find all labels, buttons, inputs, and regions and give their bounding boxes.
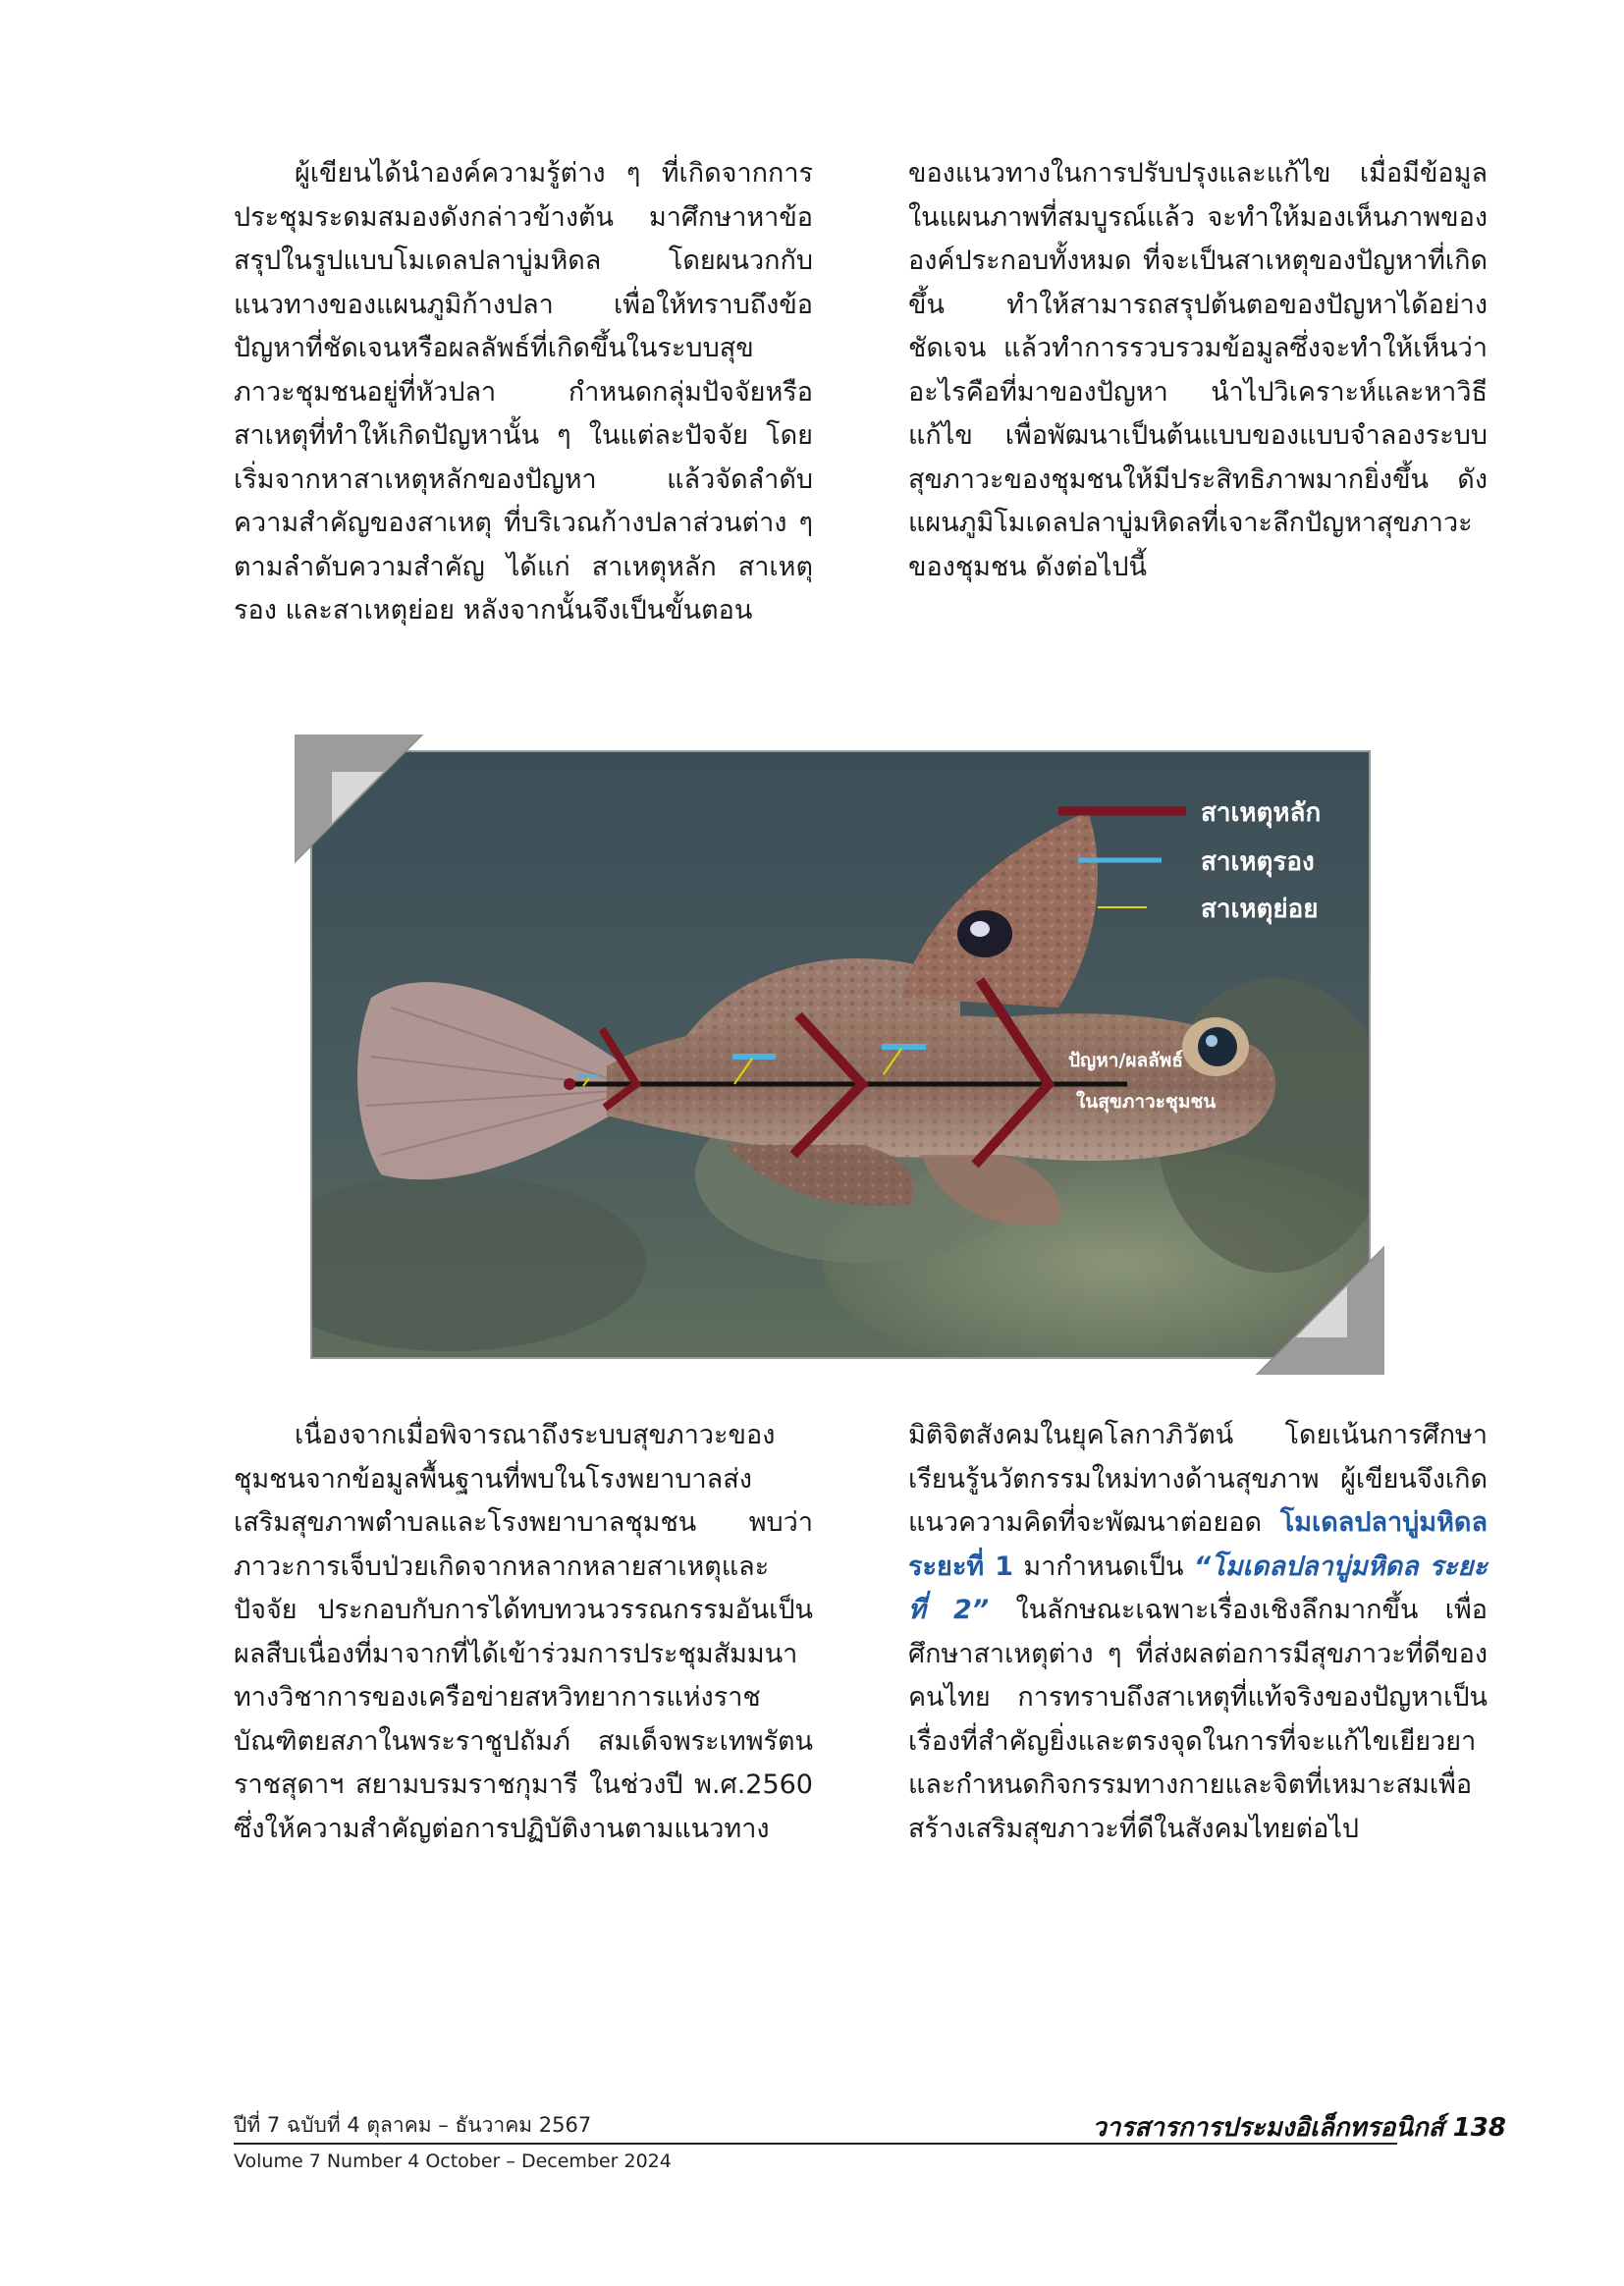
highlight-phase-1: โมเดลปลาบู่มหิดล ระยะที่ 1 xyxy=(908,1507,1488,1582)
text-run: มิติจิตสังคมในยุคโลกาภิวัตน์ โดยเน้นการศึกษาเรียนรู้นวัตกรรมใหม่ทางด้านสุขภาพ ผู้เขียนจึงเกิดแนวความคิดที่จะพัฒนาต่อยอด xyxy=(908,1420,1488,1538)
paragraph: ของแนวทางในการปรับปรุงและแก้ไข เมื่อมีข้อมูลในแผนภาพที่สมบูรณ์แล้ว จะทำให้มองเห็นภาพขององค์ประกอบทั้งหมด ที่จะเป็นสาเหตุของปัญหาที่เกิดขึ้น ทำให้สามารถสรุปต้นตอของปัญหาได้อย่างชัดเจน แล้วทำการรวบรวมข้อมูลซึ่งจะทำให้เห็นว่าอะไรคือที่มาของปัญหา นำไปวิเคราะห์และหาวิธีแก้ไข เพื่อพัฒนาเป็นต้นแบบของแบบจำลองระบบสุขภาวะของชุมชนให้มีประสิทธิภาพมากยิ่งขึ้น ดังแผนภูมิโมเดลปลาบู่มหิดลที่เจาะลึกปัญหาสุขภาวะของชุมชน ดังต่อไปนี้ xyxy=(908,158,1488,582)
highlight-phase-2: “โมเดลปลาบู่มหิดล ระยะที่ 2” xyxy=(908,1551,1489,1625)
paragraph: เนื่องจากเมื่อพิจารณาถึงระบบสุขภาวะของชุมชนจากข้อมูลพื้นฐานที่พบในโรงพยาบาลส่งเสริมสุขภาพตำบลและโรงพยาบาลชุมชน พบว่าภาวะการเจ็บป่วยเกิดจากหลากหลายสาเหตุและปัจจัย ประกอบกับการได้ทบทวนวรรณกรรมอันเป็นผลสืบเนื่องที่มาจากที่ได้เข้าร่วมการประชุมสัมมนาทางวิชาการของเครือข่ายสหวิทยาการแห่งราชบัณฑิตยสภาในพระราชูปถัมภ์ สมเด็จพระเทพรัตนราชสุดาฯ สยามบรมราชกุมารี ในช่วงปี พ.ศ.2560 ซึ่งให้ความสำคัญต่อการปฏิบัติงานตามแนวทาง xyxy=(234,1420,813,1844)
head-label-problem: ปัญหา/ผลลัพธ์ xyxy=(1068,1050,1183,1071)
text-column-3 xyxy=(234,1414,813,1851)
legend-label-minor: สาเหตุย่อย xyxy=(1201,895,1319,924)
journal-name: วารสารการประมงอิเล็กทรอนิกส์ xyxy=(1092,2113,1444,2143)
fish-illustration xyxy=(312,752,1371,1359)
footer-issue-thai: ปีที่ 7 ฉบับที่ 4 ตุลาคม – ธันวาคม 2567 xyxy=(234,2113,592,2137)
paragraph xyxy=(908,1414,1488,1851)
head-label-community: ในสุขภาวะชุมชน xyxy=(1076,1091,1217,1113)
text-column-2 xyxy=(908,152,1488,589)
footer-journal xyxy=(1092,2107,1506,2148)
corner-top-left xyxy=(295,735,432,872)
text-run: ในลักษณะเฉพาะเรื่องเชิงลึกมากขึ้น เพื่อศึกษาสาเหตุต่าง ๆ ที่ส่งผลต่อการมีสุขภาวะที่ดีของคนไทย การทราบถึงสาเหตุที่แท้จริงของปัญหาเป็นเรื่องที่สำคัญยิ่งและตรงจุดในการที่จะแก้ไขเยียวยา และกำหนดกิจกรรมทางกายและจิตที่เหมาะสมเพื่อสร้างเสริมสุขภาวะที่ดีในสังคมไทยต่อไป xyxy=(908,1595,1489,1844)
text-run: มากำหนดเป็น xyxy=(1013,1551,1194,1582)
text-column-1 xyxy=(234,152,813,633)
fishbone-figure xyxy=(295,735,1384,1375)
text-column-4 xyxy=(908,1414,1488,1851)
page-number: 138 xyxy=(1452,2113,1506,2143)
corner-bottom-right xyxy=(1247,1237,1384,1375)
legend-label-main: สาเหตุหลัก xyxy=(1201,798,1322,828)
legend-label-secondary: สาเหตุรอง xyxy=(1201,847,1315,877)
fish-photo xyxy=(310,750,1371,1359)
footer-issue-english: Volume 7 Number 4 October – December 2024 xyxy=(234,2150,672,2172)
paragraph: ผู้เขียนได้นำองค์ความรู้ต่าง ๆ ที่เกิดจากการประชุมระดมสมองดังกล่าวข้างต้น มาศึกษาหาข้อสรุปในรูปแบบโมเดลปลาบู่มหิดล โดยผนวกกับแนวทางของแผนภูมิก้างปลา เพื่อให้ทราบถึงข้อปัญหาที่ชัดเจนหรือผลลัพธ์ที่เกิดขึ้นในระบบสุขภาวะชุมชนอยู่ที่หัวปลา กำหนดกลุ่มปัจจัยหรือสาเหตุที่ทำให้เกิดปัญหานั้น ๆ ในแต่ละปัจจัย โดยเริ่มจากหาสาเหตุหลักของปัญหา แล้วจัดลำดับความสำคัญของสาเหตุ ที่บริเวณก้างปลาส่วนต่าง ๆ ตามลำดับความสำคัญ ได้แก่ สาเหตุหลัก สาเหตุรอง และสาเหตุย่อย หลังจากนั้นจึงเป็นขั้นตอน xyxy=(234,158,813,626)
